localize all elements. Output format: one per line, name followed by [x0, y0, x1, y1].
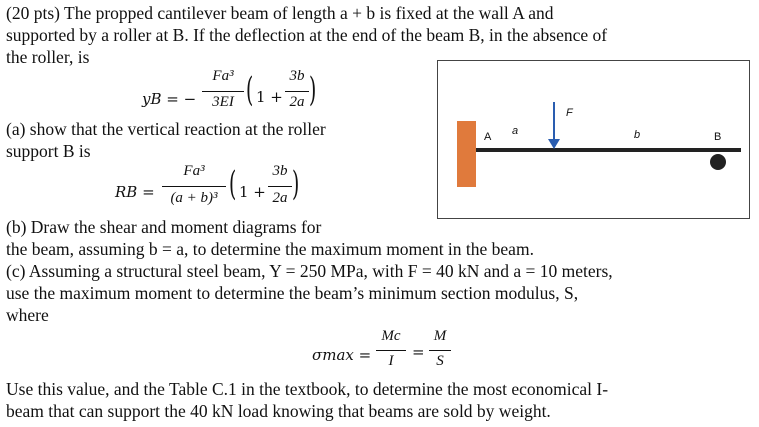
part-b-line-2: the beam, assuming b = a, to determine the maximum moment in the beam.	[6, 239, 534, 259]
eq2-inner-denominator: 2a	[272, 190, 288, 206]
eq3-equals: =	[412, 343, 425, 361]
eq1-inner-denominator: 2a	[289, 94, 305, 110]
eq3-fraction-bar-1	[376, 350, 406, 351]
eq2-one-plus: 1 +	[239, 183, 266, 201]
eq3-denominator-2: S	[436, 353, 444, 369]
eq2-right-paren: )	[291, 164, 300, 204]
eq1-inner-bar	[285, 91, 309, 92]
eq3-numerator-1: Mc	[381, 328, 401, 344]
eq3-fraction-bar-2	[429, 350, 451, 351]
problem-line-3: the roller, is	[6, 47, 90, 67]
eq3-numerator-2: M	[433, 328, 447, 344]
label-b: b	[634, 129, 641, 141]
eq2-numerator: Fa³	[183, 163, 205, 179]
part-a-line-2: support B is	[6, 141, 91, 161]
eq1-lhs: yB = −	[142, 90, 197, 108]
label-a: a	[512, 125, 519, 137]
eq1-numerator: Fa³	[212, 68, 234, 84]
beam	[476, 148, 741, 152]
eq1-one-plus: 1 +	[256, 88, 283, 106]
part-b-line-1: (b) Draw the shear and moment diagrams for	[6, 217, 322, 237]
part-c-line-2: use the maximum moment to determine the beam’s minimum section modulus, S,	[6, 283, 579, 303]
eq2-denominator: (a + b)³	[170, 190, 218, 206]
roller-support	[710, 154, 726, 170]
eq1-inner-numerator: 3b	[289, 68, 305, 84]
eq2-lhs: RB =	[115, 183, 155, 201]
part-a-line-1: (a) show that the vertical reaction at the roller	[6, 119, 326, 139]
eq2-fraction-bar	[162, 186, 226, 187]
eq2-left-paren: (	[228, 164, 237, 204]
part-c-line-1: (c) Assuming a structural steel beam, Y = 250 MPa, with F = 40 kN and a = 10 meters,	[6, 261, 613, 281]
eq1-fraction-bar	[202, 91, 244, 92]
beam-figure	[437, 60, 750, 219]
closing-line-2: beam that can support the 40 kN load knowing that beams are sold by weight.	[6, 401, 551, 421]
eq1-denominator: 3EI	[212, 94, 234, 110]
eq3-denominator-1: I	[388, 353, 394, 369]
part-c-line-3: where	[6, 305, 49, 325]
eq3-lhs: σmax =	[312, 346, 372, 364]
eq2-inner-numerator: 3b	[272, 163, 288, 179]
load-arrow-head	[548, 139, 560, 149]
eq1-left-paren: (	[245, 70, 254, 110]
label-B: B	[714, 131, 722, 143]
problem-line-1: (20 pts) The propped cantilever beam of length a + b is fixed at the wall A and	[6, 3, 554, 23]
eq1-right-paren: )	[308, 70, 317, 110]
label-F: F	[566, 107, 573, 119]
fixed-wall	[457, 121, 476, 187]
problem-line-2: supported by a roller at B. If the deflection at the end of the beam B, in the absence of	[6, 25, 608, 45]
label-A: A	[484, 131, 492, 143]
eq2-inner-bar	[268, 186, 292, 187]
closing-line-1: Use this value, and the Table C.1 in the textbook, to determine the most economical I-	[6, 379, 609, 399]
